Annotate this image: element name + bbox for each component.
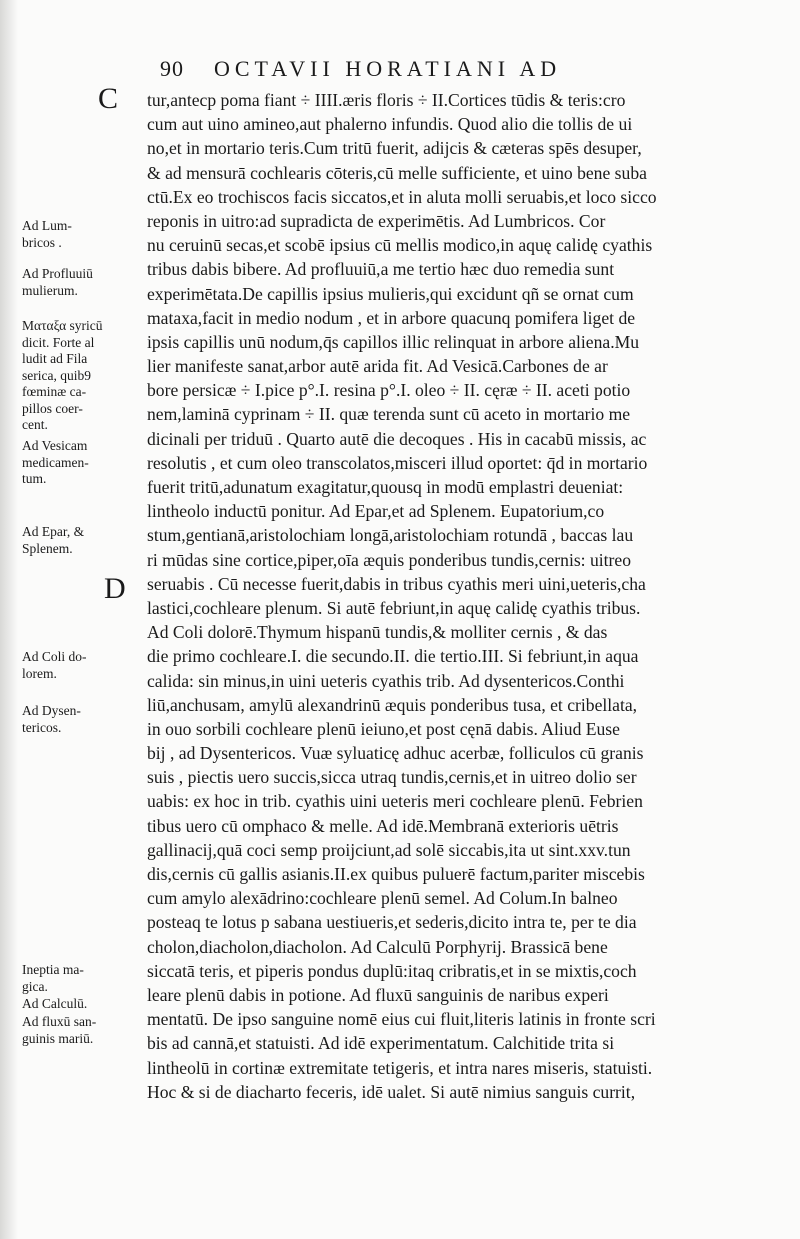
text-line: ipsis capillis unū nodum,q̄s capillos illic relinquat in arbore aliena.Mu bbox=[147, 331, 640, 352]
margin-note-line: pillos coer- bbox=[22, 400, 83, 416]
margin-note-fluxus bbox=[22, 1014, 132, 1047]
page-number: 90 bbox=[160, 56, 184, 81]
initial-letter-c: C bbox=[98, 82, 119, 115]
text-line: bij , ad Dysentericos. Vuæ syluaticę adhuc acerbæ, folliculos cū granis bbox=[147, 743, 644, 764]
text-line: Ad Coli dolorē.Thymum hispanū tundis,& molliter cernis , & das bbox=[147, 622, 608, 643]
text-line: reponis in uitro:ad supradicta de experimētis. Ad Lumbricos. Cor bbox=[147, 210, 606, 231]
text-line: lastici,cochleare plenum. Si autē febriunt,in aquę calidę cyathis tribus. bbox=[147, 597, 641, 618]
text-line: posteaq te lotus p sabana uestiueris,et sederis,dicito intra te, per te dia bbox=[147, 912, 637, 933]
margin-note-line: cent. bbox=[22, 417, 48, 432]
margin-note-ineptia bbox=[22, 962, 132, 995]
margin-note-line: Ad Lum- bbox=[22, 218, 72, 233]
text-line: gallinacij,quā coci semp proijciunt,ad solē siccabis,ita ut sint.xxv.tun bbox=[147, 839, 631, 860]
text-line: cum amylo alexādrino:cochleare plenū semel. Ad Colum.In balneo bbox=[147, 888, 618, 909]
text-line: cholon,diacholon,diacholon. Ad Calculū Porphyrij. Brassicā bene bbox=[147, 936, 608, 957]
text-line: bis ad cannā,et statuisti. Ad idē experimentatum. Calchitide trita si bbox=[147, 1033, 615, 1054]
text-line: mataxa,facit in medio nodum , et in arbore quacunq pomifera liget de bbox=[147, 307, 636, 328]
gutter-shadow bbox=[0, 0, 18, 1239]
margin-note-line: Splenem. bbox=[22, 540, 73, 556]
text-line: tur,antecp poma fiant ÷ IIII.æris floris ÷ II.Cortices tūdis & teris:cro bbox=[147, 90, 626, 110]
running-title: OCTAVII HORATIANI AD bbox=[214, 56, 562, 81]
text-line: uabis: ex hoc in trib. cyathis uini ueteris meri cochleare plenū. Febrien bbox=[147, 791, 643, 812]
margin-note-line: gica. bbox=[22, 978, 48, 994]
margin-note-line: Ad Coli do- bbox=[22, 649, 87, 664]
text-line: lier manifeste sanat,arbor autē arida fit. Ad Vesicā.Carbones de ar bbox=[147, 356, 608, 377]
margin-note-line: Ad fluxū san- bbox=[22, 1014, 97, 1029]
margin-note-mataxa bbox=[22, 318, 132, 434]
margin-note-calculus bbox=[22, 996, 132, 1013]
margin-note-dysentericos bbox=[22, 703, 132, 736]
margin-note-line: ludit ad Fila bbox=[22, 351, 88, 366]
margin-note-line: lorem. bbox=[22, 665, 57, 681]
text-line: tibus uero cū omphaco & melle. Ad idē.Membranā exterioris uētris bbox=[147, 815, 619, 836]
margin-note-line: Ad Calculū. bbox=[22, 996, 88, 1011]
margin-note-line: medicamen- bbox=[22, 454, 89, 470]
main-text-column bbox=[147, 88, 797, 1104]
margin-note-coli bbox=[22, 649, 132, 682]
text-line: seruabis . Cū necesse fuerit,dabis in tribus cyathis meri uini,ueteris,cha bbox=[147, 573, 646, 594]
margin-note-line: Ad Dysen- bbox=[22, 703, 81, 718]
text-line: ri mūdas sine cortice,piper,oīa æquis ponderibus tundis,cernis: uitreo bbox=[147, 549, 631, 570]
text-line: die primo cochleare.I. die secundo.II. die tertio.III. Si febriunt,in aqua bbox=[147, 646, 639, 667]
text-line: lintheolo inductū ponitur. Ad Epar,et ad Splenem. Eupatorium,co bbox=[147, 501, 605, 522]
margin-note-line: tum. bbox=[22, 471, 47, 486]
text-line: ctū.Ex eo trochiscos facis siccatos,et in aluta molli seruabis,et loco sicco bbox=[147, 186, 657, 207]
margin-note-lumbricos bbox=[22, 218, 132, 251]
text-line: siccatā teris, et piperis pondus duplū:itaq cribratis,et in se mixtis,coch bbox=[147, 960, 637, 981]
margin-note-profluuium bbox=[22, 266, 132, 299]
margin-note-line: Ineptia ma- bbox=[22, 962, 84, 977]
text-line: experimētata.De capillis ipsius mulieris,qui excidunt qñ se ornat cum bbox=[147, 283, 634, 304]
initial-letter-d: D bbox=[104, 572, 126, 605]
margin-note-line: Ματαξα syricū bbox=[22, 318, 103, 333]
margin-note-line: Ad Profluuiū bbox=[22, 266, 93, 281]
margin-note-line: tericos. bbox=[22, 719, 62, 735]
margin-note-line: Ad Epar, & bbox=[22, 524, 85, 539]
text-line: dis,cernis cū gallis asianis.II.ex quibus puluerē factum,pariter miscebis bbox=[147, 864, 645, 884]
text-line: in ouo sorbili cochleare plenū ieiuno,et post cęnā dabis. Aliud Euse bbox=[147, 718, 620, 739]
text-line: Hoc & si de diacharto feceris, idē ualet. Si autē nimius sanguis currit, bbox=[147, 1081, 636, 1102]
text-line: calida: sin minus,in uini ueteris cyathis trib. Ad dysentericos.Conthi bbox=[147, 670, 625, 691]
text-line: & ad mensurā cochlearis cōteris,cū melle sufficiente, et uino bene suba bbox=[147, 162, 647, 183]
text-line: lintheolū in cortinæ extremitate tetigeris, et intra nares miseris, statuisti. bbox=[147, 1057, 653, 1078]
text-line: nem,laminā cyprinam ÷ II. quæ terenda sunt cū aceto in mortario me bbox=[147, 404, 631, 425]
text-line: suis , piectis uero succis,sicca utraq tundis,cernis,et in uitreo dolio ser bbox=[147, 767, 637, 788]
text-line: tribus dabis bibere. Ad profluuiū,a me tertio hæc duo remedia sunt bbox=[147, 259, 615, 280]
margin-note-line: fœminæ ca- bbox=[22, 384, 87, 399]
text-line: mentatū. De ipso sanguine nomē eius cui fluit,literis latinis in fronte scri bbox=[147, 1009, 656, 1030]
margin-note-line: bricos . bbox=[22, 234, 62, 250]
text-line: fuerit tritū,adunatum exagitatur,quousq in modū emplastri deueniat: bbox=[147, 477, 624, 497]
margin-note-line: Ad Vesicam bbox=[22, 438, 88, 453]
text-line: bore persicæ ÷ I.pice p°.I. resina p°.I. oleo ÷ II. cęræ ÷ II. aceti potio bbox=[147, 380, 631, 401]
margin-note-line: dicit. Forte al bbox=[22, 334, 95, 350]
text-line: no,et in mortario teris.Cum tritū fuerit, adijcis & cæteras spēs desuper, bbox=[147, 138, 642, 159]
text-line: liū,anchusam, amylū alexandrinū æquis ponderibus tusa, et cribellata, bbox=[147, 694, 638, 715]
text-line: resolutis , et cum oleo transcolatos,misceri illud oportet: q̄d in mortario bbox=[147, 452, 648, 473]
text-line: leare plenū dabis in potione. Ad fluxū sanguinis de naribus experi bbox=[147, 984, 609, 1005]
text-line: cum aut uino amineo,aut phalerno infundis. Quod alio die tollis de ui bbox=[147, 114, 633, 135]
text-line: stum,gentianā,aristolochiam longā,aristolochiam rotundā , baccas lau bbox=[147, 525, 634, 546]
margin-note-vesica bbox=[22, 438, 132, 488]
text-line: dicinali per triduū . Quarto autē die decoques . His in cacabū missis, ac bbox=[147, 428, 647, 449]
text-line: nu ceruinū secas,et scobē ipsius cū mellis modico,in aquę calidę cyathis bbox=[147, 235, 653, 256]
margin-note-line: guinis mariū. bbox=[22, 1030, 94, 1046]
margin-note-line: serica, quib9 bbox=[22, 367, 91, 383]
running-header bbox=[160, 56, 720, 82]
margin-note-line: mulierum. bbox=[22, 282, 78, 298]
margin-note-epar bbox=[22, 524, 132, 557]
